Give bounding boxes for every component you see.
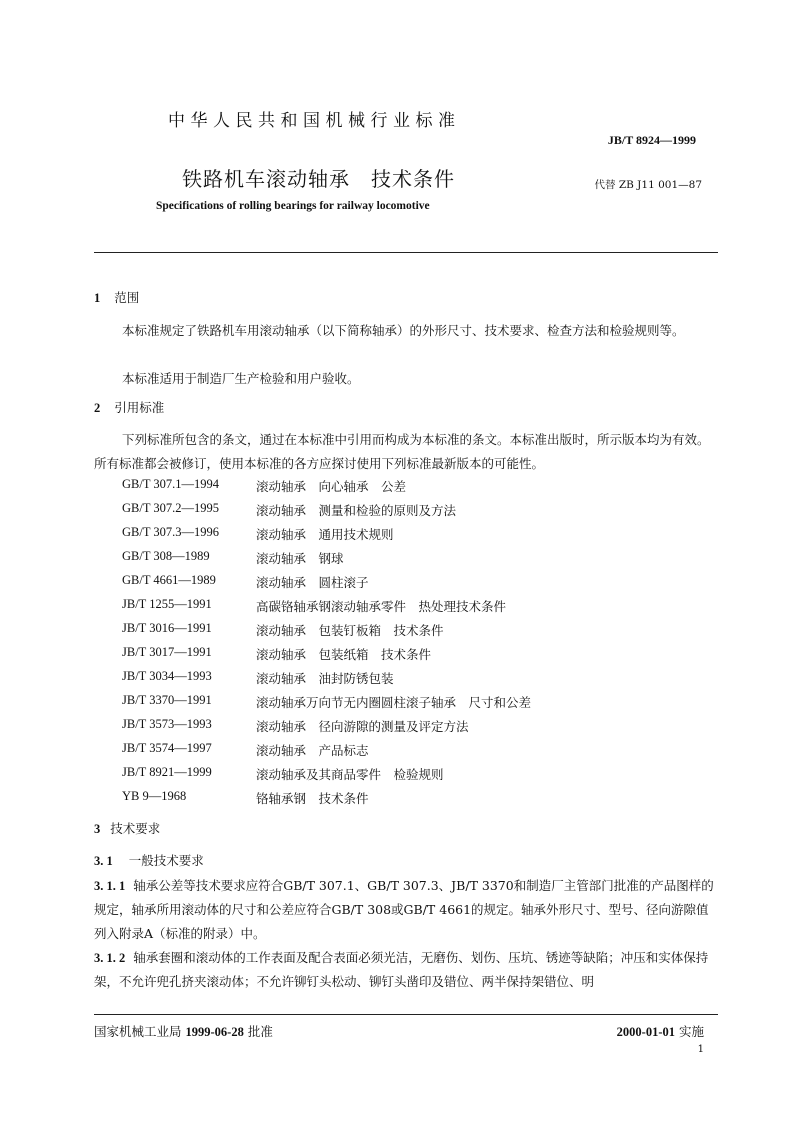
- reference-title: 滚动轴承及其商品零件 检验规则: [256, 767, 444, 782]
- subsection-number: 3. 1: [94, 854, 113, 868]
- clause-number: 3. 1. 1: [94, 879, 126, 893]
- reference-code: GB/T 307.2—1995: [122, 501, 219, 515]
- section-number: 2: [94, 401, 101, 415]
- reference-title: 滚动轴承万向节无内圈圆柱滚子轴承 尺寸和公差: [256, 695, 532, 710]
- document-title-cn: 铁路机车滚动轴承 技术条件: [182, 167, 455, 191]
- reference-code: JB/T 3574—1997: [122, 741, 212, 755]
- reference-code: JB/T 3370—1991: [122, 693, 212, 707]
- approve-date: 1999-06-28: [185, 1025, 244, 1039]
- reference-title: 滚动轴承 径向游隙的测量及评定方法: [256, 719, 469, 734]
- reference-title: 滚动轴承 测量和检验的原则及方法: [256, 503, 457, 518]
- replaces-standard: 代替 ZB J11 001—87: [594, 179, 702, 191]
- reference-title: 高碳铬轴承钢滚动轴承零件 热处理技术条件: [256, 599, 507, 614]
- standard-type-heading: 中华人民共和国机械行业标准: [168, 111, 461, 131]
- reference-item: [0, 717, 792, 741]
- clause-3-1-1: [94, 874, 718, 946]
- clause-text: 轴承公差等技术要求应符合GB/T 307.1、GB/T 307.3、JB/T 3370和制造厂主管部门批准的产品图样的规定，轴承所用滚动体的尺寸和公差应符合GB/T 308或GB/T 4661的规定。轴承外形尺寸、型号、径向游隙值列入附录A（标准的附录）中。: [94, 878, 714, 941]
- reference-item: [0, 501, 792, 525]
- approve-label: 批准: [247, 1024, 273, 1039]
- reference-item: [0, 621, 792, 645]
- effective-label: 实施: [678, 1024, 704, 1039]
- section-1-paragraph-2: 本标准适用于制造厂生产检验和用户验收。: [122, 371, 360, 386]
- reference-title: 滚动轴承 圆柱滚子: [256, 575, 369, 590]
- reference-item: [0, 549, 792, 573]
- reference-item: [0, 693, 792, 717]
- section-number: 1: [94, 291, 101, 305]
- document-title-en: Specifications of rolling bearings for railway locomotive: [156, 200, 430, 212]
- effective-date: 2000-01-01: [616, 1025, 675, 1039]
- reference-item: [0, 597, 792, 621]
- reference-title: 滚动轴承 油封防锈包装: [256, 671, 394, 686]
- reference-code: GB/T 4661—1989: [122, 573, 216, 587]
- header-divider: [94, 252, 718, 253]
- approval-info: [94, 1022, 273, 1040]
- section-3-heading: [94, 817, 160, 841]
- reference-title: 滚动轴承 通用技术规则: [256, 527, 394, 542]
- section-2-paragraph-1: 下列标准所包含的条文，通过在本标准中引用而构成为本标准的条文。本标准出版时，所示版本均为有效。所有标准都会被修订，使用本标准的各方应探讨使用下列标准最新版本的可能性。: [94, 432, 710, 471]
- reference-item: [0, 645, 792, 669]
- reference-title: 滚动轴承 向心轴承 公差: [256, 479, 407, 494]
- reference-item: [0, 669, 792, 693]
- reference-item: [0, 789, 792, 813]
- section-number: 3: [94, 822, 101, 836]
- reference-title: 滚动轴承 包装纸箱 技术条件: [256, 647, 432, 662]
- clause-number: 3. 1. 2: [94, 951, 126, 965]
- clause-3-1-2: [94, 946, 718, 994]
- section-title: 范围: [114, 290, 140, 305]
- subsection-3-1-heading: [94, 849, 204, 873]
- reference-code: JB/T 3017—1991: [122, 645, 212, 659]
- page-number: 1: [697, 1044, 704, 1055]
- reference-item: [0, 765, 792, 789]
- section-2-heading: [94, 396, 164, 420]
- section-title: 引用标准: [114, 400, 165, 415]
- clause-text: 轴承套圈和滚动体的工作表面及配合表面必须光洁，无磨伤、划伤、压坑、锈迹等缺陷；冲压和实体保持架，不允许兜孔挤夹滚动体；不允许铆钉头松动、铆钉头凿印及错位、两半保持架错位、明: [94, 950, 709, 989]
- reference-title: 滚动轴承 钢球: [256, 551, 344, 566]
- reference-code: JB/T 3573—1993: [122, 717, 212, 731]
- reference-code: JB/T 1255—1991: [122, 597, 212, 611]
- reference-item: [0, 477, 792, 501]
- reference-code: GB/T 307.1—1994: [122, 477, 219, 491]
- reference-title: 铬轴承钢 技术条件: [256, 791, 369, 806]
- effective-info: [617, 1022, 704, 1040]
- reference-code: GB/T 307.3—1996: [122, 525, 219, 539]
- reference-item: [0, 573, 792, 597]
- reference-code: YB 9—1968: [122, 789, 187, 803]
- section-1-heading: [94, 286, 139, 310]
- reference-title: 滚动轴承 产品标志: [256, 743, 369, 758]
- section-1-paragraph-1: 本标准规定了铁路机车用滚动轴承（以下简称轴承）的外形尺寸、技术要求、检查方法和检验规则等。: [122, 323, 685, 338]
- reference-code: JB/T 3034—1993: [122, 669, 212, 683]
- reference-title: 滚动轴承 包装钉板箱 技术条件: [256, 623, 444, 638]
- reference-code: JB/T 8921—1999: [122, 765, 212, 779]
- subsection-title: 一般技术要求: [128, 853, 204, 868]
- reference-item: [0, 525, 792, 549]
- issuer: 国家机械工业局: [94, 1024, 182, 1039]
- standard-number: JB/T 8924—1999: [607, 133, 696, 147]
- reference-item: [0, 741, 792, 765]
- section-title: 技术要求: [110, 821, 161, 836]
- footer-divider: [94, 1014, 718, 1015]
- reference-code: GB/T 308—1989: [122, 549, 210, 563]
- reference-code: JB/T 3016—1991: [122, 621, 212, 635]
